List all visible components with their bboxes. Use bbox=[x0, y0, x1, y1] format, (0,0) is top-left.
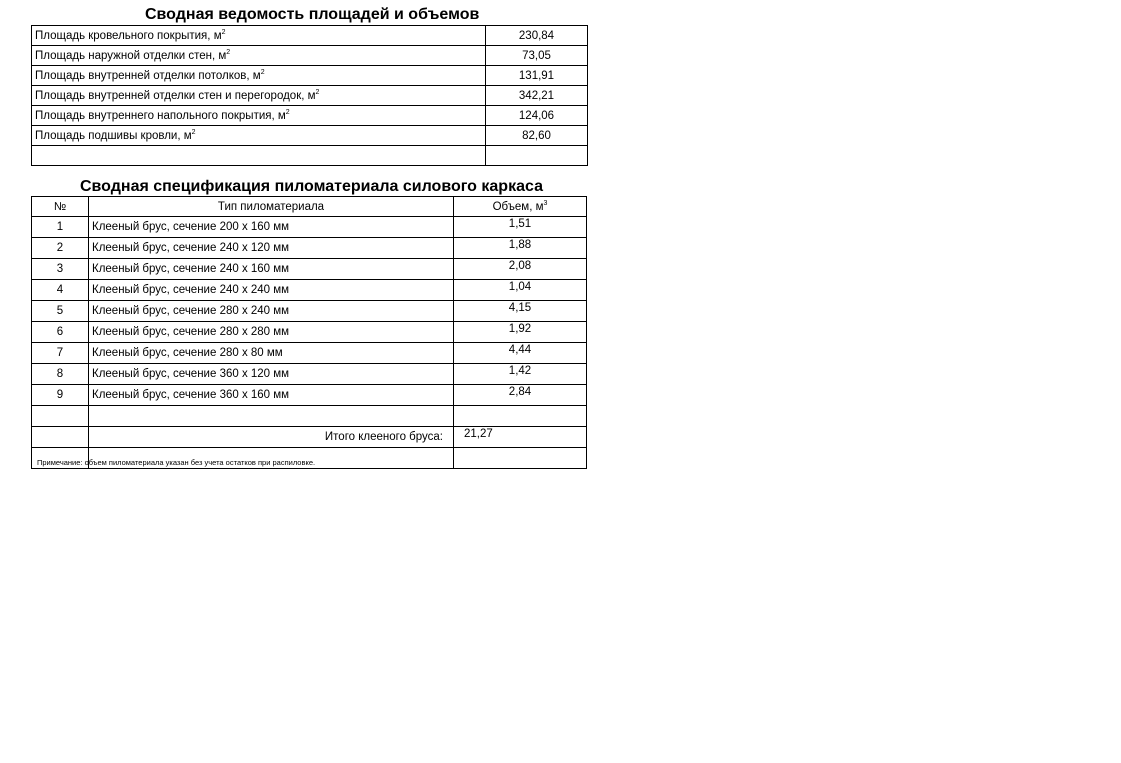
total-label: Итого клееного бруса: bbox=[89, 427, 454, 448]
spec-table bbox=[31, 196, 587, 469]
empty-row bbox=[32, 406, 587, 427]
area-value: 73,05 bbox=[486, 46, 588, 66]
row-type: Клееный брус, сечение 360 х 120 мм bbox=[89, 364, 454, 385]
area-value: 82,60 bbox=[486, 126, 588, 146]
area-name: Площадь внутреннего напольного покрытия, $м^2$ bbox=[32, 106, 486, 126]
area-name: Площадь внутренней отделки стен и перегородок, $м^2$ bbox=[32, 86, 486, 106]
area-value: 230,84 bbox=[486, 26, 588, 46]
areas-table bbox=[31, 25, 588, 166]
table-row bbox=[32, 66, 588, 86]
table-row bbox=[32, 385, 587, 406]
empty-cell bbox=[32, 146, 486, 166]
row-volume: 1,42 bbox=[454, 364, 587, 385]
row-volume: 1,51 bbox=[454, 217, 587, 238]
area-value: 124,06 bbox=[486, 106, 588, 126]
row-volume: 4,44 bbox=[454, 343, 587, 364]
area-name: Площадь наружной отделки стен, $м^2$ bbox=[32, 46, 486, 66]
empty-row bbox=[32, 146, 588, 166]
row-num: 9 bbox=[32, 385, 89, 406]
empty-cell bbox=[89, 406, 454, 427]
table-row bbox=[32, 86, 588, 106]
header-type: Тип пиломатериала bbox=[89, 197, 454, 217]
area-name: Площадь внутренней отделки потолков, $м^2$ bbox=[32, 66, 486, 86]
areas-title: Сводная ведомость площадей и объемов bbox=[145, 6, 480, 23]
total-value: 21,27 bbox=[454, 427, 587, 448]
row-num: 1 bbox=[32, 217, 89, 238]
row-type: Клееный брус, сечение 200 х 160 мм bbox=[89, 217, 454, 238]
empty-cell bbox=[32, 406, 89, 427]
row-type: Клееный брус, сечение 360 х 160 мм bbox=[89, 385, 454, 406]
empty-cell bbox=[454, 448, 587, 469]
empty-cell bbox=[454, 406, 587, 427]
empty-cell bbox=[486, 146, 588, 166]
row-volume: 4,15 bbox=[454, 301, 587, 322]
row-num: 7 bbox=[32, 343, 89, 364]
row-num: 2 bbox=[32, 238, 89, 259]
header-row bbox=[32, 197, 587, 217]
row-volume: 1,92 bbox=[454, 322, 587, 343]
row-volume: 2,84 bbox=[454, 385, 587, 406]
row-type: Клееный брус, сечение 240 х 120 мм bbox=[89, 238, 454, 259]
spec-title: Сводная спецификация пиломатериала силового каркаса bbox=[80, 178, 543, 195]
row-type: Клееный брус, сечение 240 х 160 мм bbox=[89, 259, 454, 280]
row-num: 6 bbox=[32, 322, 89, 343]
row-volume: 1,88 bbox=[454, 238, 587, 259]
total-row bbox=[32, 427, 587, 448]
footnote: Примечание: объем пиломатериала указан без учета остатков при распиловке. bbox=[37, 458, 316, 467]
area-value: 342,21 bbox=[486, 86, 588, 106]
area-name: Площадь кровельного покрытия, $м^2$ bbox=[32, 26, 486, 46]
header-volume: Объем, $м^3$ bbox=[454, 197, 587, 217]
header-num: № bbox=[32, 197, 89, 217]
table-row bbox=[32, 126, 588, 146]
table-row bbox=[32, 106, 588, 126]
table-row bbox=[32, 322, 587, 343]
table-row bbox=[32, 26, 588, 46]
empty-cell bbox=[32, 427, 89, 448]
row-type: Клееный брус, сечение 280 х 240 мм bbox=[89, 301, 454, 322]
row-num: 8 bbox=[32, 364, 89, 385]
row-num: 5 bbox=[32, 301, 89, 322]
table-row bbox=[32, 238, 587, 259]
table-row bbox=[32, 217, 587, 238]
row-volume: 1,04 bbox=[454, 280, 587, 301]
table-row bbox=[32, 343, 587, 364]
area-name: Площадь подшивы кровли, $м^2$ bbox=[32, 126, 486, 146]
table-row bbox=[32, 364, 587, 385]
row-type: Клееный брус, сечение 280 х 80 мм bbox=[89, 343, 454, 364]
row-num: 4 bbox=[32, 280, 89, 301]
row-volume: 2,08 bbox=[454, 259, 587, 280]
row-num: 3 bbox=[32, 259, 89, 280]
table-row bbox=[32, 301, 587, 322]
area-value: 131,91 bbox=[486, 66, 588, 86]
table-row bbox=[32, 259, 587, 280]
table-row bbox=[32, 280, 587, 301]
table-row bbox=[32, 46, 588, 66]
row-type: Клееный брус, сечение 280 х 280 мм bbox=[89, 322, 454, 343]
row-type: Клееный брус, сечение 240 х 240 мм bbox=[89, 280, 454, 301]
